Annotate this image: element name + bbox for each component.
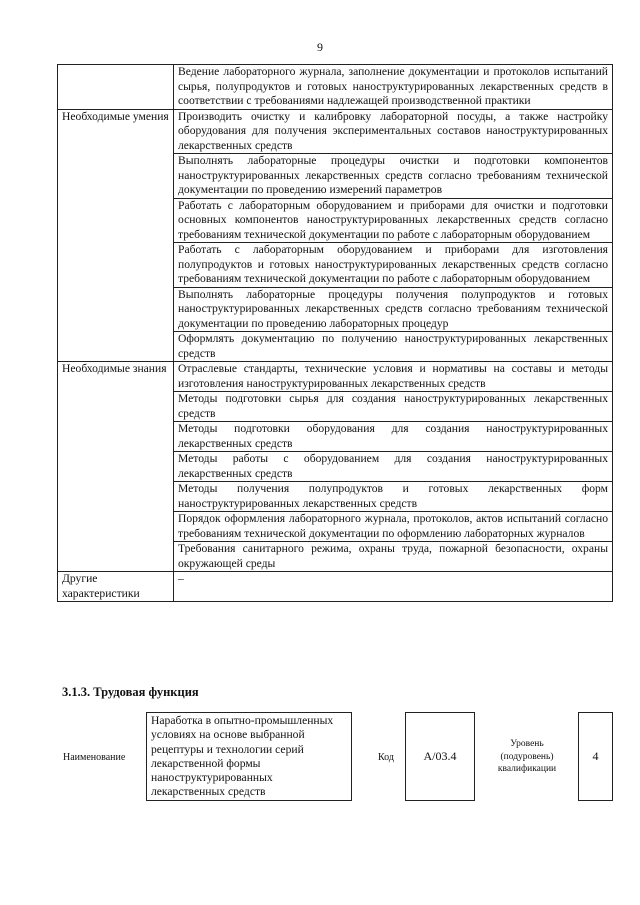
row-text: Выполнять лабораторные процедуры получения полупродуктов и готовых наноструктурированных лекарственных средств согласно требованиям технической документации по проведению лабораторных процедур: [174, 287, 613, 332]
table-row: [58, 572, 613, 602]
row-text: Методы подготовки сырья для создания наноструктурированных лекарственных средств: [174, 392, 613, 422]
row-text: Ведение лабораторного журнала, заполнение документации и протоколов испытаний сырья, полупродуктов и готовых наноструктурированных лекарственных средств в соответствии с требованиями надлежащей производственной практики: [174, 65, 613, 110]
row-text: Требования санитарного режима, охраны труда, пожарной безопасности, охраны окружающей среды: [174, 542, 613, 572]
row-text: Производить очистку и калибровку лабораторной посуды, а также настройку оборудования для получения экспериментальных составов наноструктурированных лекарственных средств: [174, 109, 613, 154]
level-value: 4: [592, 749, 599, 763]
row-text: Методы работы с оборудованием для создания наноструктурированных лекарственных средств: [174, 452, 613, 482]
name-value-box: Наработка в опытно-промышленных условиях на основе выбранной рецептуры и технологии серий лекарственной формы наноструктурированных лекарственных средств: [146, 712, 352, 801]
row-label: [58, 65, 174, 110]
row-label-knowledge: Необходимые знания: [58, 362, 174, 572]
row-text: Работать с лабораторным оборудованием и приборами для очистки и подготовки основных компонентов наноструктурированных лекарственных средств согласно требованиям технической документации по работе с лабораторным оборудованием: [174, 198, 613, 243]
table-row: [58, 109, 613, 154]
table-row: [58, 65, 613, 110]
row-text: Оформлять документацию по получению наноструктурированных лекарственных средств: [174, 332, 613, 362]
row-text: Работать с лабораторным оборудованием и приборами для изготовления полупродуктов и готовых наноструктурированных лекарственных средств согласно требованиям технической документации по работе с лабораторным оборудованием: [174, 243, 613, 288]
section-heading: 3.1.3. Трудовая функция: [62, 685, 199, 699]
level-label: Уровень (подуровень) квалификации: [497, 739, 557, 774]
name-label: Наименование: [63, 752, 126, 763]
code-label: Код: [378, 752, 394, 763]
page-number: 9: [317, 40, 323, 54]
row-text: –: [174, 572, 613, 602]
row-label-other: Другие характеристики: [58, 572, 174, 602]
code-value: А/03.4: [423, 749, 457, 763]
row-label-skills: Необходимые умения: [58, 109, 174, 362]
row-text: Порядок оформления лабораторного журнала, протоколов, актов испытаний согласно требованиям технической документации по оформлению лабораторных журналов: [174, 512, 613, 542]
level-value-box: [578, 712, 613, 801]
row-text: Отраслевые стандарты, технические условия и нормативы на составы и методы изготовления наноструктурированных лекарственных средств: [174, 362, 613, 392]
table-row: [58, 362, 613, 392]
row-text: Методы подготовки оборудования для создания наноструктурированных лекарственных средств: [174, 422, 613, 452]
row-text: Методы получения полупродуктов и готовых лекарственных форм наноструктурированных лекарственных средств: [174, 482, 613, 512]
requirements-table: [57, 64, 613, 602]
row-text: Выполнять лабораторные процедуры очистки и подготовки компонентов наноструктурированных лекарственных средств согласно требованиям технической документации по проведению измерений параметров: [174, 154, 613, 199]
code-value-box: [405, 712, 475, 801]
